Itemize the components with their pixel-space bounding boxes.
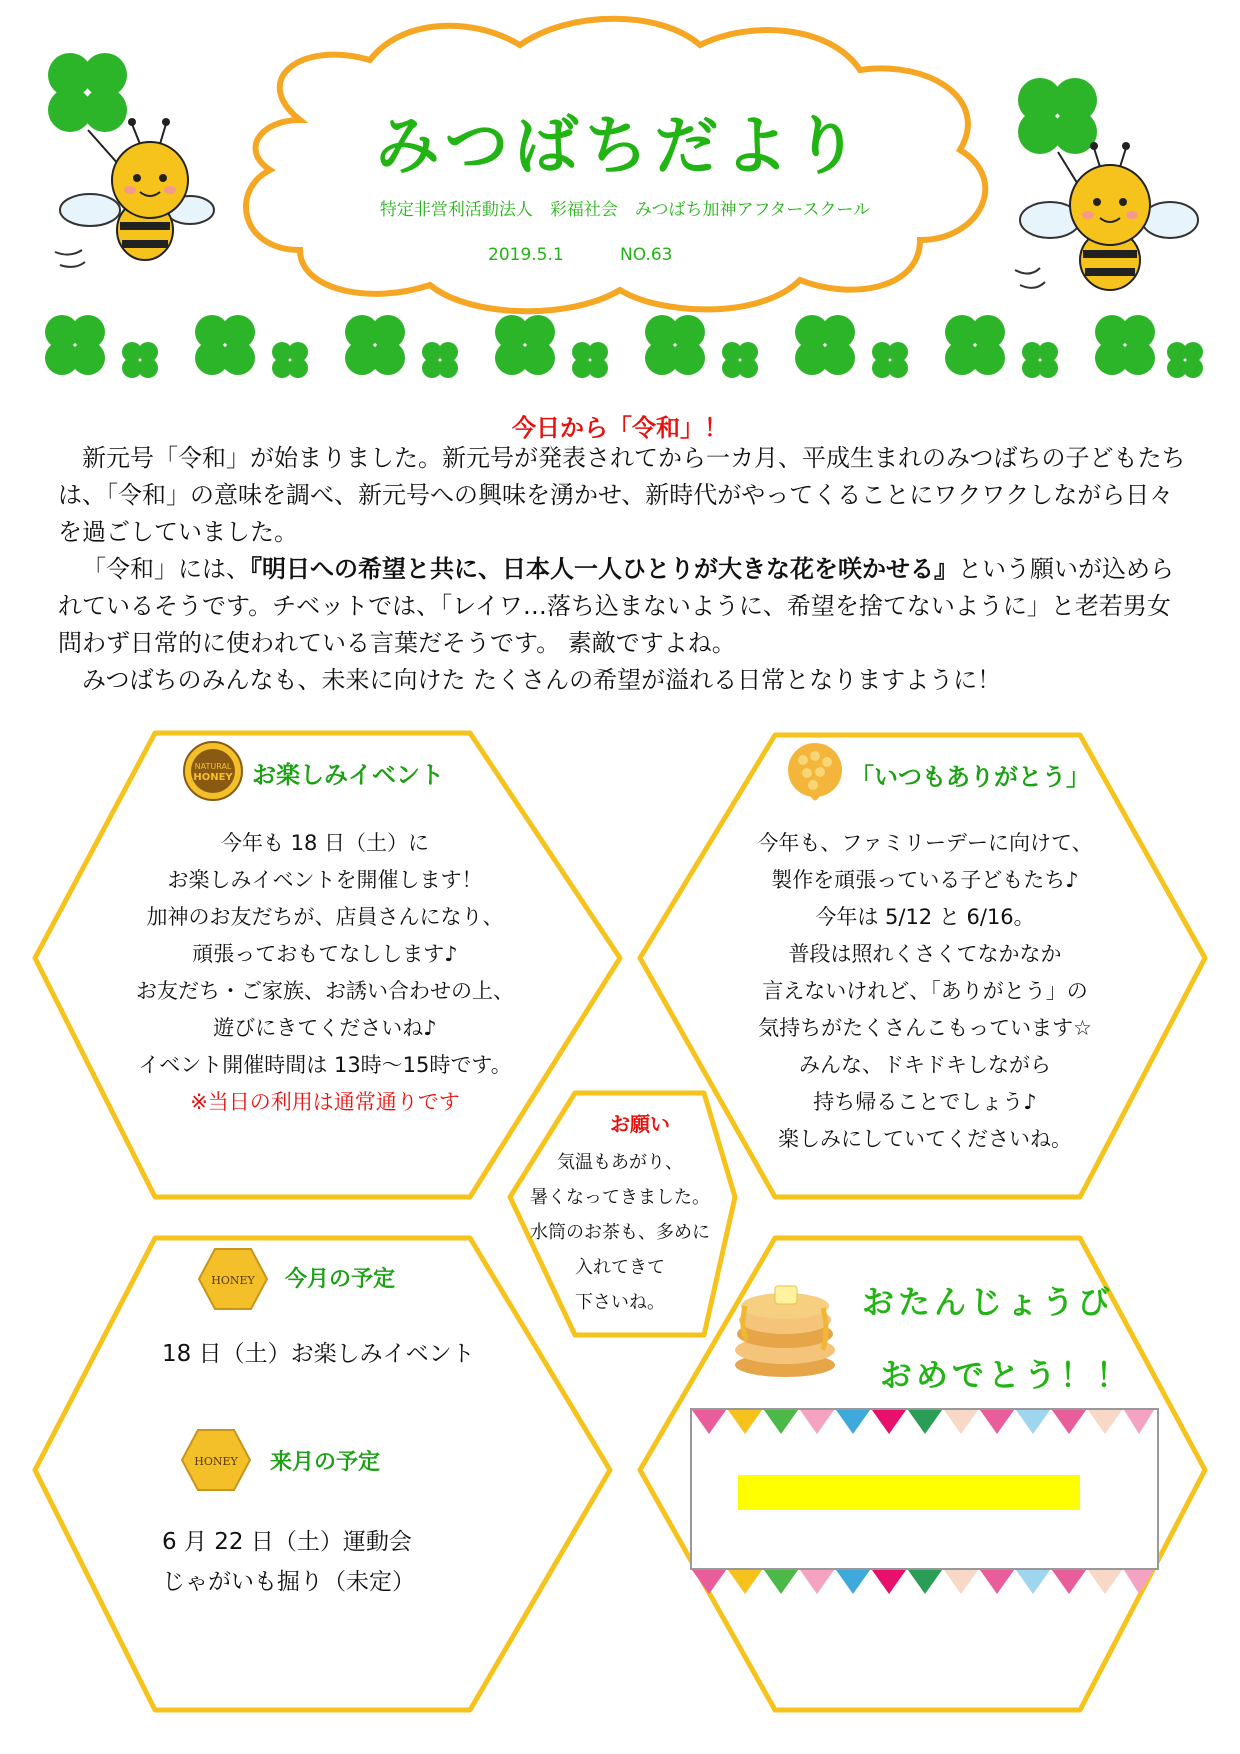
request-line: 入れてきて bbox=[575, 1257, 665, 1278]
honey-badge-icon bbox=[197, 1247, 269, 1311]
event-line: お友だち・ご家族、お誘い合わせの上、 bbox=[136, 979, 514, 1003]
thanks-line: みんな、ドキドキしながら bbox=[799, 1053, 1051, 1077]
request-heading: お願い bbox=[610, 1112, 670, 1136]
intro-p2-pre: 「令和」には、 bbox=[82, 555, 250, 583]
svg-text:HONEY: HONEY bbox=[193, 772, 233, 783]
svg-text:HONEY: HONEY bbox=[211, 1274, 255, 1287]
thanks-line: 気持ちがたくさんこもっています☆ bbox=[758, 1016, 1092, 1040]
honey-badge-icon bbox=[180, 1428, 252, 1492]
thanks-line: 今年も、ファミリーデーに向けて、 bbox=[757, 831, 1093, 855]
thanks-body bbox=[715, 825, 1135, 1158]
thanks-line: 今年は 5/12 と 6/16。 bbox=[815, 905, 1035, 929]
bunting-bottom bbox=[692, 1570, 1154, 1596]
organization-name: 特定非営利活動法人 彩福社会 みつばち加神アフタースクール bbox=[379, 200, 871, 220]
event-line: イベント開催時間は 13時〜15時です。 bbox=[138, 1053, 512, 1077]
event-note: ※当日の利用は通常通りです bbox=[190, 1090, 460, 1114]
bunting-top bbox=[692, 1410, 1154, 1436]
request-line: 気温もあがり、 bbox=[557, 1152, 683, 1173]
request-body bbox=[500, 1145, 740, 1320]
thanks-line: 楽しみにしていてくださいね。 bbox=[778, 1127, 1072, 1151]
intro-paragraph-3: みつばちのみんなも、未来に向けた たくさんの希望が溢れる日常となりますように！ bbox=[82, 666, 1002, 694]
svg-text:HONEY: HONEY bbox=[194, 1455, 238, 1468]
event-heading: お楽しみイベント bbox=[252, 761, 444, 789]
event-line: 加神のお友だちが、店員さんになり、 bbox=[146, 905, 504, 929]
svg-text:NATURAL: NATURAL bbox=[194, 762, 232, 771]
request-line: 下さいね。 bbox=[575, 1292, 665, 1313]
pancake-icon bbox=[725, 1270, 845, 1380]
issue-date: 2019.5.1 bbox=[488, 245, 564, 265]
event-line: お楽しみイベントを開催します！ bbox=[167, 868, 483, 892]
intro-p2-bold: 『明日への希望と共に、日本人一人ひとりが大きな花を咲かせる』 bbox=[250, 555, 958, 583]
request-line: 水筒のお茶も、多めに bbox=[530, 1222, 710, 1243]
thanks-line: 言えないけれど、「ありがとう」の bbox=[762, 979, 1088, 1003]
this-month-item: 18 日（土）お楽しみイベント bbox=[162, 1341, 475, 1367]
honey-jar-icon bbox=[182, 740, 244, 802]
honeycomb-icon bbox=[785, 740, 845, 806]
thanks-line: 製作を頑張っている子どもたち♪ bbox=[771, 868, 1079, 892]
next-month-item-1: 6 月 22 日（土）運動会 bbox=[162, 1529, 412, 1555]
thanks-line: 持ち帰ることでしょう♪ bbox=[813, 1090, 1037, 1114]
intro-p2-post: という願いが込められているそうです。チベットでは、「レイワ…落ち込まないように、希望を捨てないように」と老若男女問わず日常的に使われている言葉だそうです。 素敵ですよね。 bbox=[58, 555, 1174, 657]
event-line: 遊びにきてくださいね♪ bbox=[213, 1016, 437, 1040]
this-month-heading: 今月の予定 bbox=[285, 1267, 396, 1292]
event-line: 今年も 18 日（土）に bbox=[220, 831, 430, 855]
request-line: 暑くなってきました。 bbox=[530, 1187, 710, 1208]
event-body bbox=[110, 825, 540, 1121]
intro-heading: 今日から「令和」！ bbox=[512, 414, 728, 442]
birthday-line-1: おたんじょうび bbox=[862, 1283, 1115, 1321]
thanks-line: 普段は照れくさくてなかなか bbox=[788, 942, 1062, 966]
intro-paragraph-1: 新元号「令和」が始まりました。新元号が発表されてから一カ月、平成生まれのみつばちの子どもたちは、「令和」の意味を調べ、新元号への興味を湧かせ、新時代がやってくることにワクワクしながら日々を過ごしていました。 bbox=[58, 444, 1186, 546]
event-line: 頑張っておもてなしします♪ bbox=[192, 942, 458, 966]
thanks-heading: 「いつもありがとう」 bbox=[850, 763, 1090, 791]
next-month-heading: 来月の予定 bbox=[270, 1450, 381, 1475]
newsletter-title: みつばちだより bbox=[375, 110, 865, 184]
issue-number: NO.63 bbox=[620, 245, 673, 265]
birthday-line-2: おめでとう！！ bbox=[880, 1356, 1133, 1394]
birthday-name-highlight bbox=[738, 1475, 1080, 1510]
next-month-item-2: じゃがいも掘り（未定） bbox=[162, 1569, 415, 1595]
